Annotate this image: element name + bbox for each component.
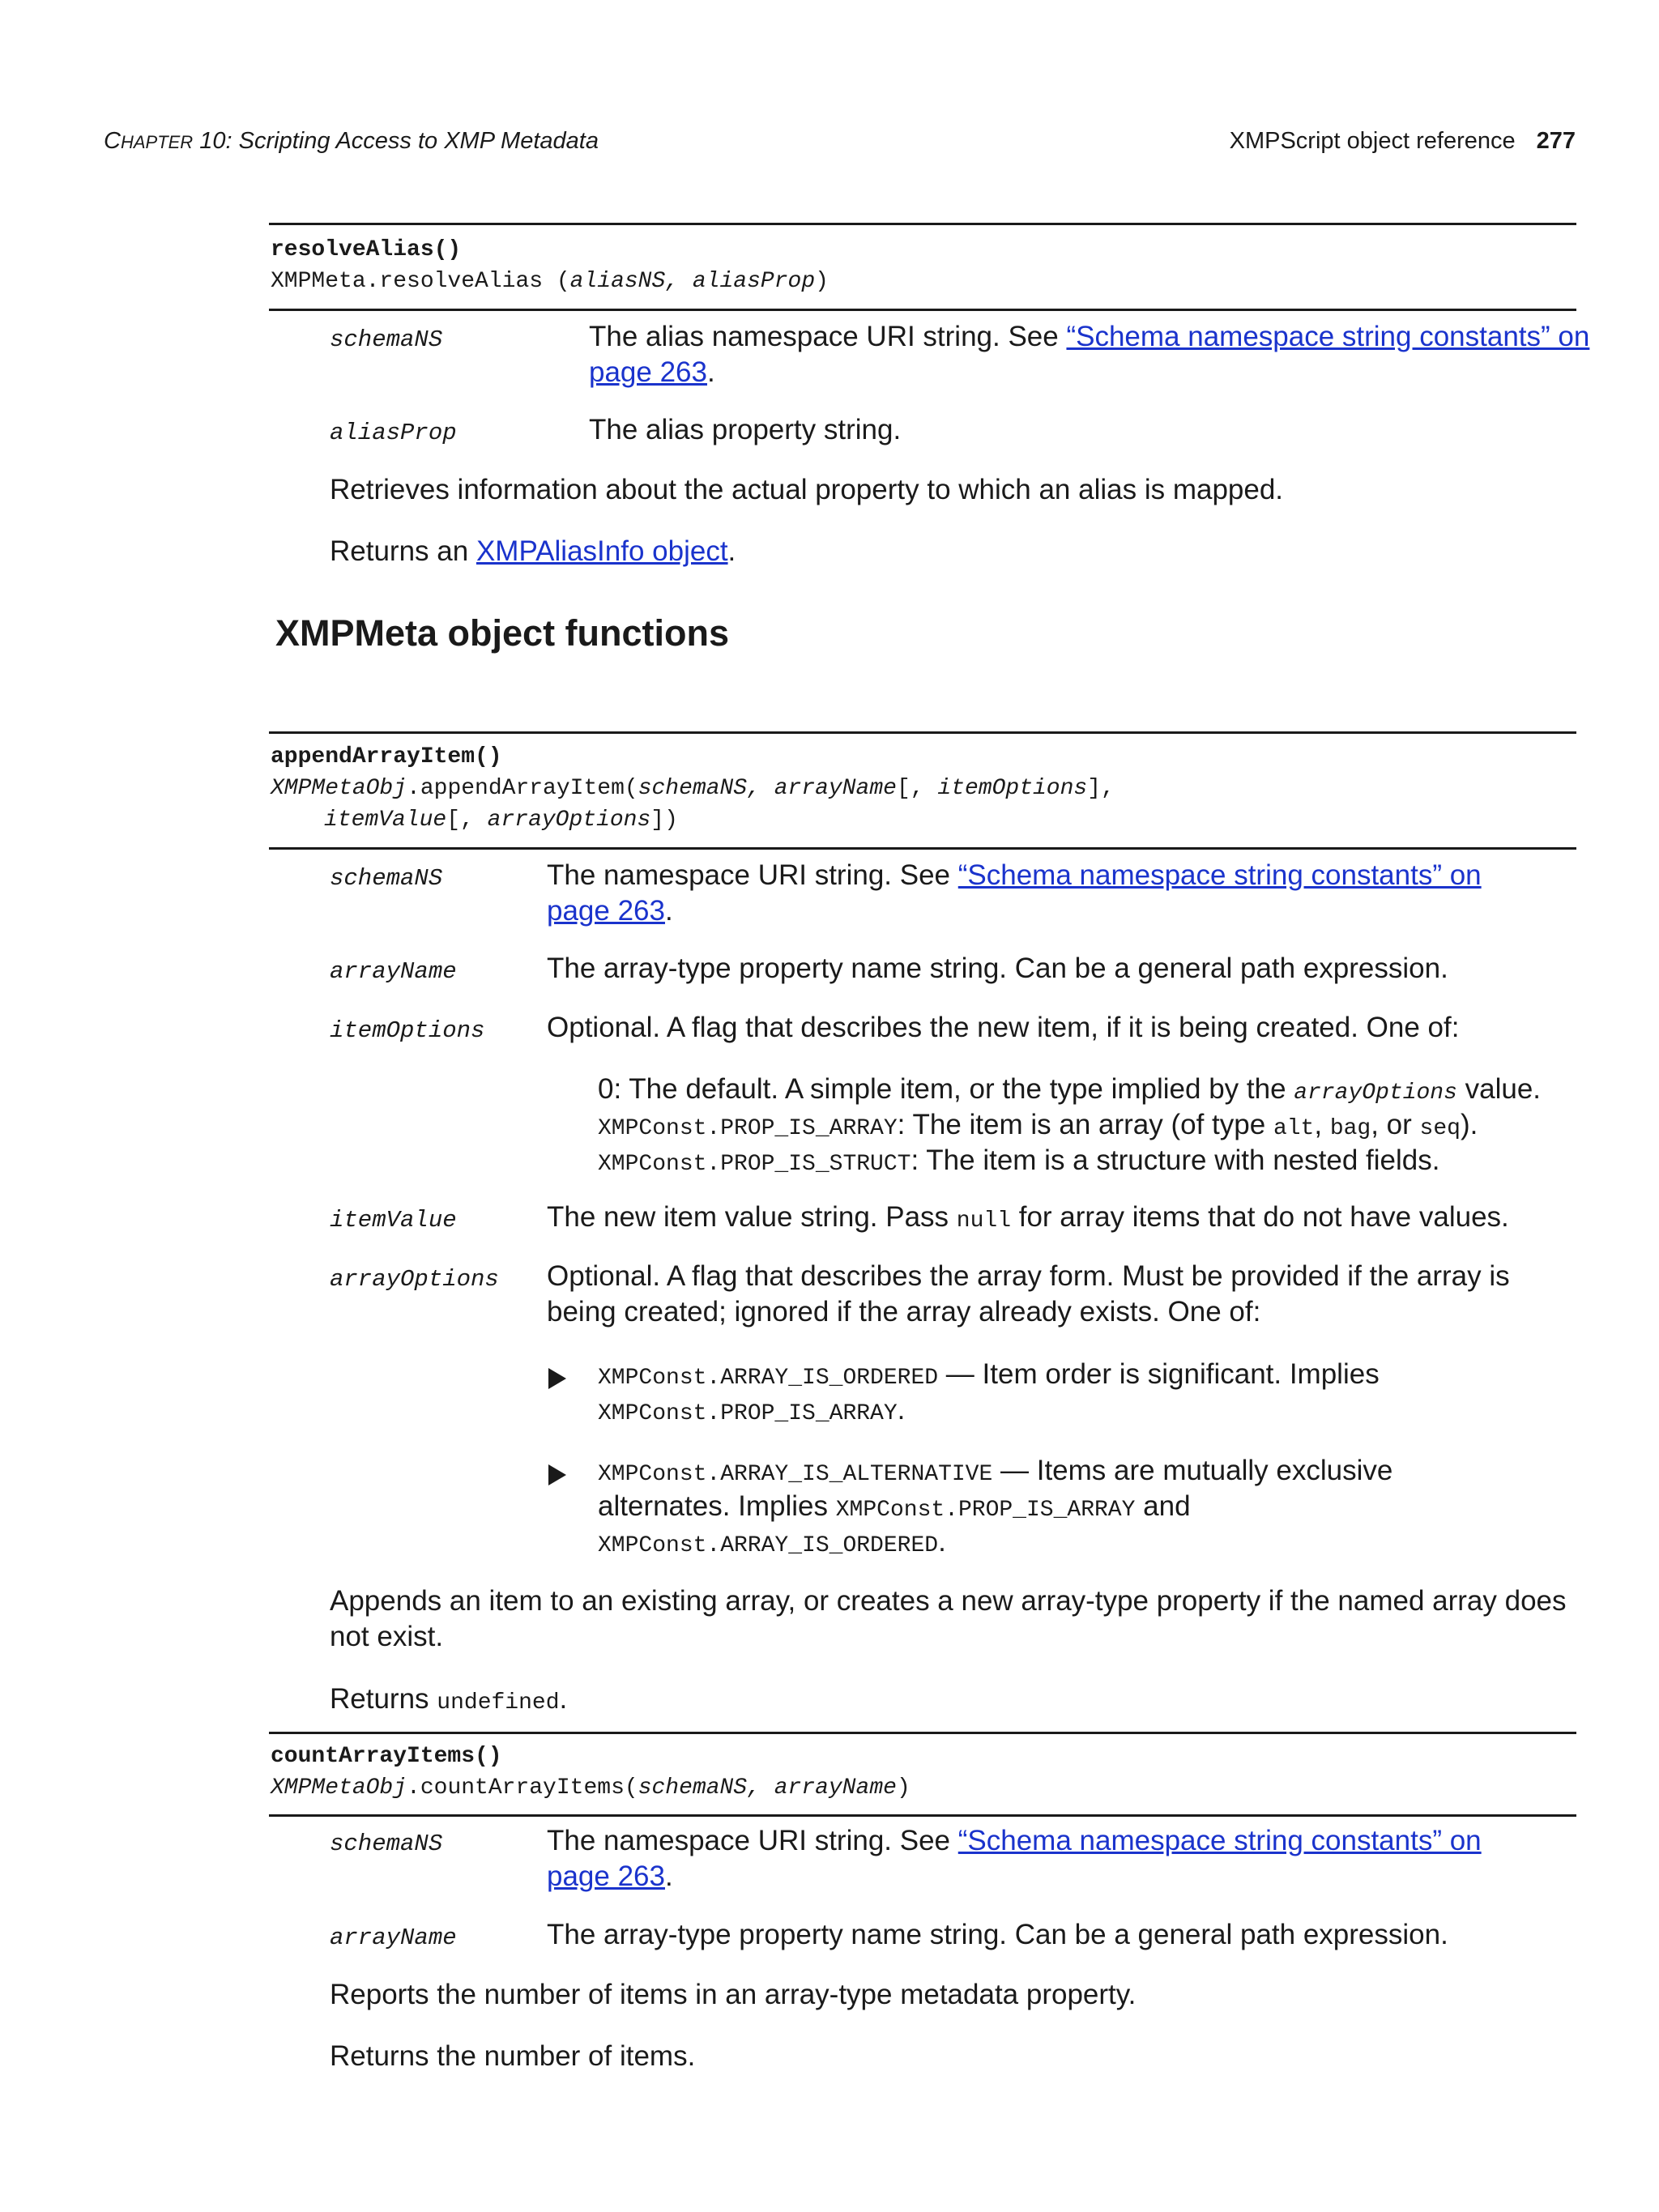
chapter-prefix-rest: HAPTER xyxy=(120,132,194,152)
signature-text: ]) xyxy=(650,808,678,833)
chapter-title: 10: Scripting Access to XMP Metadata xyxy=(193,128,599,154)
bullet-text: and xyxy=(1135,1490,1191,1522)
function-name: appendArrayItem() xyxy=(271,744,502,769)
bullet-item xyxy=(598,1357,1380,1396)
param-description: Optional. A flag that describes the new item, if it is being created. One of: xyxy=(547,1012,1460,1043)
param-text: for array items that do not have values. xyxy=(1011,1201,1509,1233)
param-text: . xyxy=(706,356,715,388)
divider-rule xyxy=(269,731,1576,734)
cross-reference-link[interactable]: page 263 xyxy=(547,895,665,927)
section-title: XMPMeta object functions xyxy=(275,612,730,654)
signature-object: XMPMetaObj xyxy=(271,1775,407,1801)
signature-args: aliasNS, aliasProp xyxy=(569,269,816,294)
bullet-text: . xyxy=(938,1526,946,1558)
chapter-prefix-initial: C xyxy=(104,128,121,154)
option-text: : The item is an array (of type xyxy=(897,1109,1273,1140)
option-value xyxy=(598,1143,1439,1183)
option-text: , or xyxy=(1371,1109,1420,1140)
param-text: The namespace URI string. See xyxy=(547,1825,958,1856)
param-name: arrayName xyxy=(330,1924,457,1951)
function-signature-cont xyxy=(324,808,678,833)
section-name: XMPScript object reference xyxy=(1229,128,1516,154)
bullet-item-cont xyxy=(598,1392,905,1432)
bullet-triangle-icon xyxy=(548,1368,566,1393)
param-description: The array-type property name string. Can be a general path expression. xyxy=(547,1919,1448,1950)
param-name: arrayName xyxy=(330,958,457,985)
param-description xyxy=(589,319,1589,355)
param-description-cont xyxy=(589,355,715,390)
param-name: schemaNS xyxy=(330,326,443,353)
option-code: alt xyxy=(1273,1116,1315,1141)
returns-code: undefined xyxy=(437,1690,560,1715)
divider-rule xyxy=(269,1732,1576,1734)
divider-rule xyxy=(269,847,1576,850)
signature-text: ) xyxy=(815,269,829,294)
bullet-text: . xyxy=(897,1394,906,1426)
param-name: schemaNS xyxy=(330,1831,443,1857)
signature-text: .appendArrayItem( xyxy=(407,776,638,801)
function-returns xyxy=(330,1681,567,1721)
param-description xyxy=(547,1200,1509,1239)
bullet-triangle-icon xyxy=(548,1464,566,1490)
param-text: . xyxy=(664,1860,673,1892)
signature-text: .countArrayItems( xyxy=(407,1775,638,1801)
param-name: aliasProp xyxy=(330,420,457,446)
bullet-text: alternates. Implies xyxy=(598,1490,836,1522)
option-value xyxy=(598,1107,1478,1147)
returns-text: Returns xyxy=(330,1683,437,1715)
param-text: The alias namespace URI string. See xyxy=(589,321,1067,352)
bullet-text: — Item order is significant. Implies xyxy=(938,1358,1380,1390)
signature-args: itemOptions xyxy=(937,776,1088,801)
option-code: XMPConst.PROP_IS_STRUCT xyxy=(598,1152,911,1177)
cross-reference-link[interactable]: “Schema namespace string constants” on xyxy=(1066,321,1590,352)
param-description-cont: being created; ignored if the array already exists. One of: xyxy=(547,1296,1261,1328)
param-description: The array-type property name string. Can be a general path expression. xyxy=(547,953,1448,984)
param-name: itemValue xyxy=(330,1207,457,1234)
bullet-item-cont xyxy=(598,1489,1191,1528)
section-header xyxy=(1230,128,1576,155)
param-description-cont xyxy=(547,893,673,929)
param-text: The namespace URI string. See xyxy=(547,859,958,891)
function-name: countArrayItems() xyxy=(271,1744,502,1769)
returns-text: . xyxy=(727,535,736,567)
param-description-cont xyxy=(547,1859,673,1894)
option-code: seq xyxy=(1419,1116,1461,1141)
function-description: Retrieves information about the actual property to which an alias is mapped. xyxy=(330,474,1284,505)
param-description: The alias property string. xyxy=(589,414,902,445)
function-returns: Returns the number of items. xyxy=(330,2040,696,2072)
option-text: ). xyxy=(1460,1109,1478,1140)
signature-object: XMPMetaObj xyxy=(271,776,407,801)
param-description xyxy=(547,1823,1482,1859)
param-name: arrayOptions xyxy=(330,1266,499,1293)
option-text: 0: The default. A simple item, or the type implied by the xyxy=(598,1073,1294,1105)
option-code: bag xyxy=(1329,1116,1371,1141)
option-code: XMPConst.PROP_IS_ARRAY xyxy=(598,1116,898,1141)
signature-text: [, xyxy=(446,808,488,833)
bullet-text: — Items are mutually exclusive xyxy=(992,1455,1393,1486)
cross-reference-link[interactable]: “Schema namespace string constants” on xyxy=(957,859,1482,891)
param-text: . xyxy=(664,895,673,927)
option-code: arrayOptions xyxy=(1294,1080,1457,1106)
param-code: null xyxy=(956,1208,1011,1234)
divider-rule xyxy=(269,1814,1576,1817)
bullet-item xyxy=(598,1453,1392,1493)
cross-reference-link[interactable]: “Schema namespace string constants” on xyxy=(957,1825,1482,1856)
bullet-code: XMPConst.PROP_IS_ARRAY xyxy=(835,1498,1136,1523)
param-description xyxy=(547,858,1482,893)
option-text: : The item is a structure with nested fields. xyxy=(911,1144,1440,1176)
signature-text: ], xyxy=(1087,776,1115,801)
signature-text: ) xyxy=(896,1775,911,1801)
return-type-link[interactable]: XMPAliasInfo object xyxy=(476,535,728,567)
bullet-code: XMPConst.ARRAY_IS_ORDERED xyxy=(598,1366,939,1391)
divider-rule xyxy=(269,309,1576,311)
signature-args: arrayOptions xyxy=(487,808,651,833)
function-description: Appends an item to an existing array, or creates a new array-type property if the named array does xyxy=(330,1585,1567,1617)
function-description: Reports the number of items in an array-type metadata property. xyxy=(330,1979,1137,2010)
chapter-header xyxy=(104,128,599,155)
cross-reference-link[interactable]: page 263 xyxy=(547,1860,665,1892)
function-signature xyxy=(271,269,829,294)
function-description-cont: not exist. xyxy=(330,1621,444,1652)
signature-text: XMPMeta.resolveAlias ( xyxy=(271,269,570,294)
function-name: resolveAlias() xyxy=(271,237,462,262)
function-signature xyxy=(271,776,1115,801)
signature-args: schemaNS, arrayName xyxy=(638,776,897,801)
divider-rule xyxy=(269,223,1576,225)
bullet-code: XMPConst.PROP_IS_ARRAY xyxy=(598,1401,898,1426)
param-text: The new item value string. Pass xyxy=(547,1201,957,1233)
function-signature xyxy=(271,1775,911,1801)
option-text: value. xyxy=(1456,1073,1542,1105)
bullet-code: XMPConst.ARRAY_IS_ORDERED xyxy=(598,1533,939,1558)
function-returns xyxy=(330,534,736,569)
param-description: Optional. A flag that describes the array form. Must be provided if the array is xyxy=(547,1260,1510,1292)
param-name: itemOptions xyxy=(330,1017,485,1044)
returns-text: Returns an xyxy=(330,535,476,567)
option-value xyxy=(598,1072,1541,1111)
returns-text: . xyxy=(559,1683,568,1715)
page-number: 277 xyxy=(1536,128,1576,154)
signature-args: itemValue xyxy=(324,808,447,833)
param-name: schemaNS xyxy=(330,865,443,892)
bullet-code: XMPConst.ARRAY_IS_ALTERNATIVE xyxy=(598,1462,993,1487)
option-text: , xyxy=(1314,1109,1330,1140)
signature-text: [, xyxy=(896,776,938,801)
cross-reference-link[interactable]: page 263 xyxy=(589,356,707,388)
bullet-item-cont xyxy=(598,1524,946,1564)
signature-args: schemaNS, arrayName xyxy=(638,1775,897,1801)
